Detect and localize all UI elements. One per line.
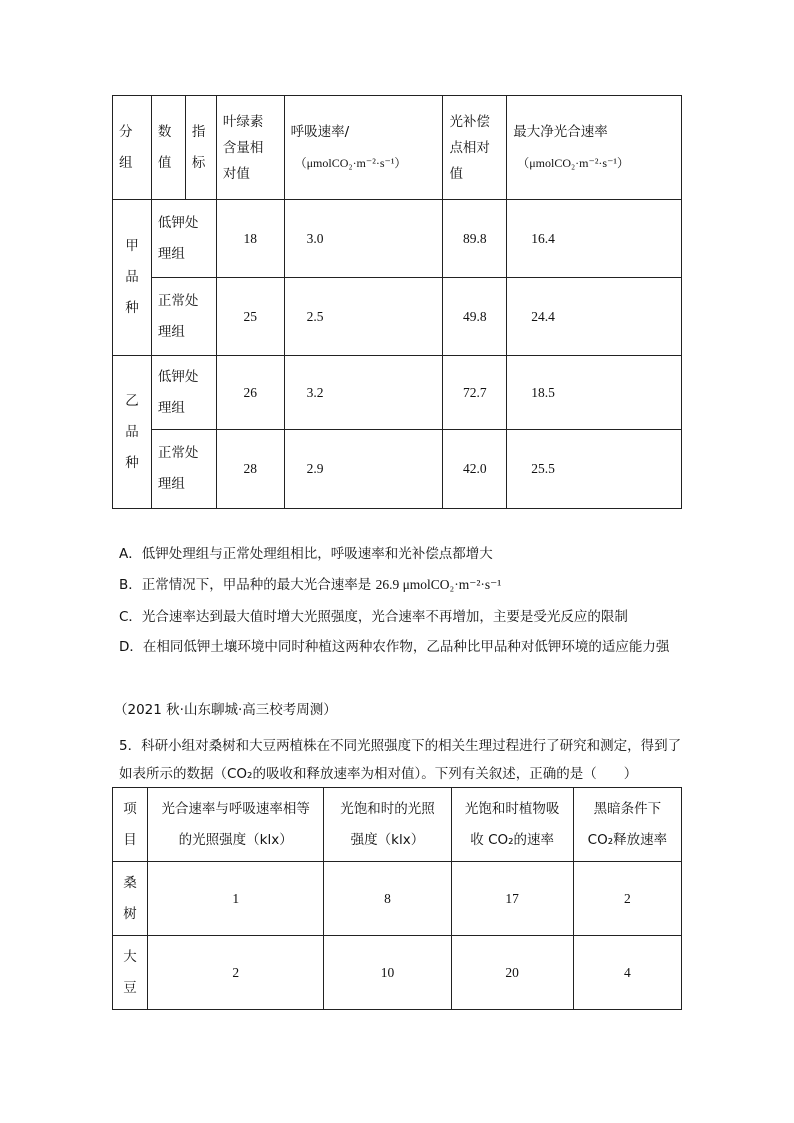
variety-char: 种 bbox=[125, 300, 139, 316]
header-max-rate bbox=[507, 96, 682, 200]
table-row bbox=[113, 278, 682, 356]
treatment-text: 理组 bbox=[157, 323, 185, 340]
header-saturation bbox=[324, 788, 451, 862]
header-text: 光饱和时植物吸 bbox=[464, 800, 560, 817]
header-equal-light bbox=[148, 788, 324, 862]
saturation-value: 10 bbox=[324, 936, 451, 1010]
saturation-value: 8 bbox=[324, 862, 451, 936]
header-chlorophyll bbox=[216, 96, 284, 200]
header-text: 强度（klx） bbox=[350, 831, 425, 848]
chlorophyll-value: 26 bbox=[216, 356, 284, 430]
max-rate-value: 16.4 bbox=[507, 200, 682, 278]
plant-cell bbox=[113, 862, 148, 936]
header-text: 黑暗条件下 bbox=[593, 800, 662, 817]
option-b-text: B．正常情况下，甲品种的最大光合速率是 bbox=[119, 577, 376, 593]
header-text: 的光照强度（klx） bbox=[178, 831, 293, 848]
treatment-text: 正常处 bbox=[157, 445, 199, 461]
max-rate-value: 18.5 bbox=[507, 356, 682, 430]
treatment-text: 低钾处 bbox=[157, 214, 199, 231]
header-text: 点相对 bbox=[449, 139, 490, 156]
question-5: 5．科研小组对桑树和大豆两植株在不同光照强度下的相关生理过程进行了研究和测定，得到了如表所示的数据（CO₂的吸收和释放速率为相对值）。下列有关叙述，正确的是（ ） bbox=[119, 738, 682, 782]
equal-light-value: 2 bbox=[148, 936, 324, 1010]
header-text: 收 CO₂的速率 bbox=[470, 831, 555, 848]
compensation-value: 89.8 bbox=[443, 200, 507, 278]
option-c: C．光合速率达到最大值时增大光照强度，光合速率不再增加，主要是受光反应的限制 bbox=[119, 609, 628, 625]
treatment-text: 低钾处 bbox=[157, 368, 199, 385]
treatment-cell bbox=[151, 278, 216, 356]
variety-char: 甲 bbox=[125, 238, 139, 254]
variety-char: 种 bbox=[125, 454, 139, 471]
table-header-row bbox=[113, 96, 682, 200]
co2-absorb-value: 20 bbox=[451, 936, 573, 1010]
co2-release-value: 4 bbox=[573, 936, 681, 1010]
plant-char: 大 bbox=[123, 948, 137, 965]
chlorophyll-value: 18 bbox=[216, 200, 284, 278]
variety-char: 品 bbox=[125, 423, 139, 440]
treatment-text: 理组 bbox=[157, 399, 185, 416]
source-note: （2021 秋·山东聊城·高三校考周测） bbox=[114, 702, 337, 718]
header-group bbox=[113, 96, 152, 200]
header-text: 值 bbox=[449, 165, 463, 182]
plant-char: 豆 bbox=[123, 979, 137, 996]
treatment-cell bbox=[151, 200, 216, 278]
plant-cell bbox=[113, 936, 148, 1010]
header-compensation bbox=[443, 96, 507, 200]
header-co2-absorb bbox=[451, 788, 573, 862]
respiration-value: 2.9 bbox=[284, 430, 443, 509]
header-value bbox=[151, 96, 185, 200]
chlorophyll-value: 28 bbox=[216, 430, 284, 509]
table-row bbox=[113, 430, 682, 509]
variety-cell bbox=[113, 356, 152, 509]
header-text: 对值 bbox=[222, 165, 250, 182]
max-rate-value: 25.5 bbox=[507, 430, 682, 509]
header-text: 呼吸速率/ bbox=[290, 123, 350, 140]
header-unit: （μmolCO₂·m⁻²·s⁻¹） bbox=[294, 155, 407, 170]
compensation-value: 42.0 bbox=[443, 430, 507, 509]
co2-release-value: 2 bbox=[573, 862, 681, 936]
header-index bbox=[185, 96, 216, 200]
treatment-cell bbox=[151, 356, 216, 430]
header-co2-release bbox=[573, 788, 681, 862]
plant-char: 树 bbox=[123, 905, 137, 922]
header-text: 光补偿 bbox=[449, 113, 490, 130]
header-unit: （μmolCO₂·m⁻²·s⁻¹） bbox=[517, 155, 630, 170]
plant-char: 桑 bbox=[123, 874, 137, 891]
header-text: 目 bbox=[123, 831, 137, 848]
compensation-value: 72.7 bbox=[443, 356, 507, 430]
treatment-text: 理组 bbox=[157, 476, 185, 492]
option-d: D．在相同低钾土壤环境中同时种植这两种农作物，乙品种比甲品种对低钾环境的适应能力强 bbox=[119, 639, 670, 655]
variety-char: 乙 bbox=[125, 392, 139, 409]
header-text: 标 bbox=[191, 154, 206, 171]
photosynthesis-table bbox=[112, 95, 682, 509]
light-intensity-table bbox=[112, 787, 682, 1010]
variety-cell bbox=[113, 200, 152, 356]
header-item bbox=[113, 788, 148, 862]
table-row bbox=[113, 356, 682, 430]
header-respiration bbox=[284, 96, 443, 200]
treatment-text: 正常处 bbox=[157, 292, 199, 309]
treatment-text: 理组 bbox=[157, 245, 185, 262]
header-text: 项 bbox=[123, 800, 137, 817]
treatment-cell bbox=[151, 430, 216, 509]
header-text: CO₂释放速率 bbox=[587, 831, 668, 848]
option-a: A．低钾处理组与正常处理组相比，呼吸速率和光补偿点都增大 bbox=[119, 546, 493, 562]
co2-absorb-value: 17 bbox=[451, 862, 573, 936]
compensation-value: 49.8 bbox=[443, 278, 507, 356]
header-text: 光合速率与呼吸速率相等 bbox=[161, 800, 310, 817]
header-text: 分 bbox=[119, 123, 133, 140]
header-text: 叶绿素 bbox=[222, 113, 264, 130]
header-text: 组 bbox=[119, 154, 133, 171]
table-row bbox=[113, 200, 682, 278]
table-header-row bbox=[113, 788, 682, 862]
table-row bbox=[113, 862, 682, 936]
respiration-value: 2.5 bbox=[284, 278, 443, 356]
option-b-value: 26.9 μmolCO₂·m⁻²·s⁻¹ bbox=[375, 577, 502, 592]
respiration-value: 3.2 bbox=[284, 356, 443, 430]
equal-light-value: 1 bbox=[148, 862, 324, 936]
header-text: 光饱和时的光照 bbox=[340, 800, 435, 817]
header-text: 指 bbox=[191, 123, 206, 140]
variety-char: 品 bbox=[125, 269, 139, 285]
header-text: 值 bbox=[157, 154, 172, 171]
respiration-value: 3.0 bbox=[284, 200, 443, 278]
chlorophyll-value: 25 bbox=[216, 278, 284, 356]
header-text: 含量相 bbox=[222, 139, 264, 156]
header-text: 数 bbox=[157, 123, 172, 140]
option-b bbox=[119, 575, 689, 595]
max-rate-value: 24.4 bbox=[507, 278, 682, 356]
table-row bbox=[113, 936, 682, 1010]
header-text: 最大净光合速率 bbox=[513, 123, 608, 140]
